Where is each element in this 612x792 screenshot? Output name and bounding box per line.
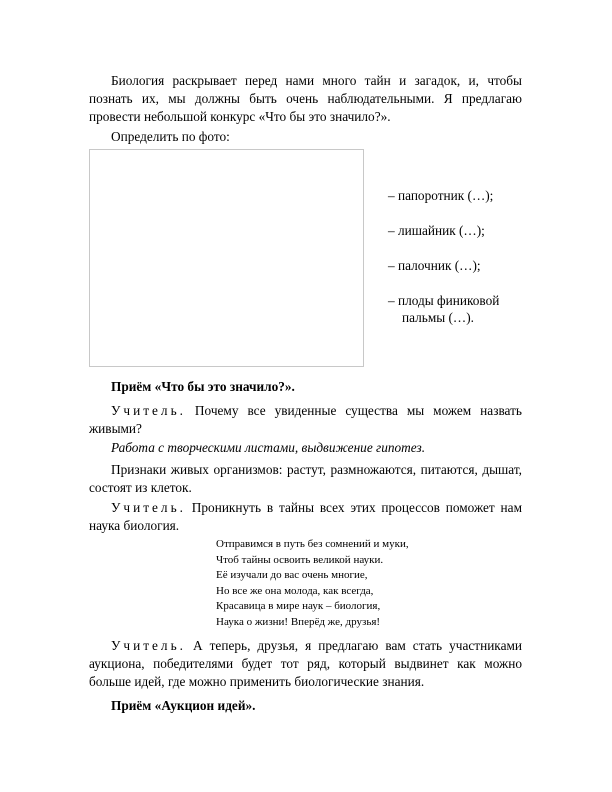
photo-items-list <box>388 187 528 344</box>
poem-line: Отправимся в путь без сомнений и муки, <box>216 538 409 550</box>
list-item: – лишайник (…); <box>388 223 485 238</box>
teacher-text-2: Проникнуть в тайны всех этих процессов поможет нам наука биология. <box>89 500 522 533</box>
poem <box>216 537 456 631</box>
creative-work-line: Работа с творческими листами, выдвижение гипотез. <box>111 440 426 455</box>
teacher-text-3: А теперь, друзья, я предлагаю вам стать участниками аукциона, победителями будет тот ряд, который выдвинет как можно больше идей, где можно применить биологические знания. <box>89 638 522 689</box>
poem-line: Но все же она молода, как всегда, <box>216 584 374 597</box>
list-item: – папоротник (…); <box>388 188 494 203</box>
teacher-label: Учитель. <box>111 638 186 653</box>
teacher-text-1: Почему все увиденные существа мы можем назвать живыми? <box>89 403 522 436</box>
define-label: Определить по фото: <box>111 129 230 144</box>
poem-line: Её изучали до вас очень многие, <box>216 569 368 582</box>
teacher-paragraph-1 <box>89 402 522 438</box>
list-item: – плоды финиковой пальмы (…). <box>388 293 500 325</box>
poem-line: Чтоб тайны освоить великой науки. <box>216 553 384 566</box>
technique-title-1: Приём «Что бы это значило?». <box>111 379 295 394</box>
poem-line: Наука о жизни! Вперёд же, друзья! <box>216 615 381 628</box>
technique-title-2: Приём «Аукцион идей». <box>111 698 256 713</box>
intro-paragraph: Биология раскрывает перед нами много тайн и загадок, и, чтобы познать их, мы должны быть очень наблюдательными. Я предлагаю провести небольшой конкурс «Что бы это значило?». <box>89 73 522 124</box>
teacher-paragraph-3 <box>89 637 522 691</box>
signs-paragraph: Признаки живых организмов: растут, размножаются, питаются, дышат, состоят из клеток. <box>89 462 522 495</box>
teacher-paragraph-2 <box>89 499 522 535</box>
poem-line: Красавица в мире наук – биология, <box>216 600 381 613</box>
photo-placeholder <box>89 149 364 367</box>
teacher-label: Учитель. <box>111 500 186 515</box>
list-item: – палочник (…); <box>388 258 481 273</box>
teacher-label: Учитель. <box>111 403 186 418</box>
